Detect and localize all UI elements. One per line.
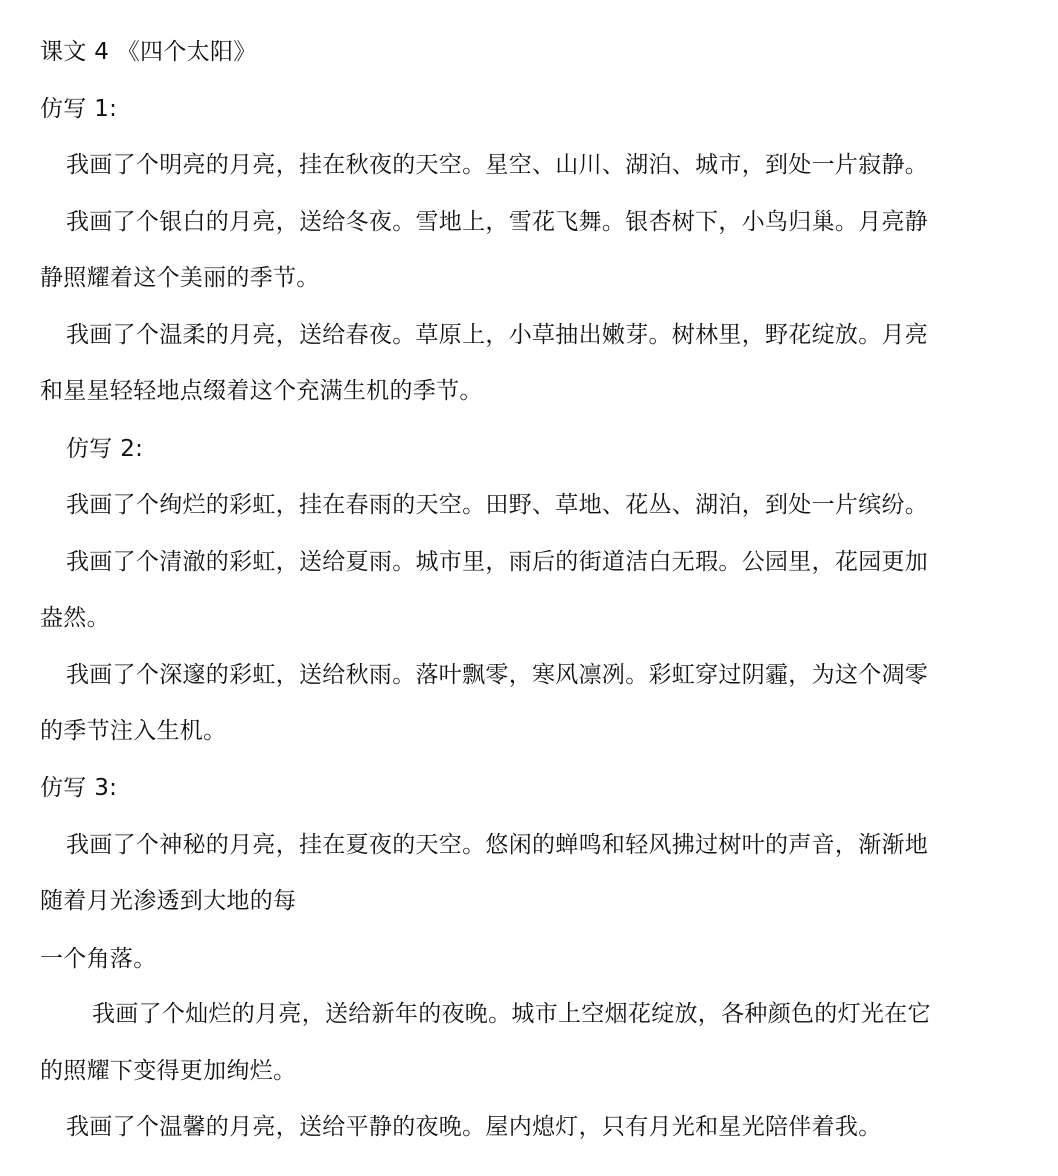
paragraph-line: 我画了个灿烂的月亮，送给新年的夜晚。城市上空烟花绽放，各种颜色的灯光在它 <box>92 1001 931 1027</box>
section-heading-2: 仿写 2: <box>66 436 144 462</box>
section-heading-3: 仿写 3: <box>40 775 118 801</box>
paragraph-line: 我画了个明亮的月亮，挂在秋夜的天空。星空、山川、湖泊、城市，到处一片寂静。 <box>66 152 929 178</box>
paragraph-line: 我画了个神秘的月亮，挂在夏夜的天空。悠闲的蝉鸣和轻风拂过树叶的声音，渐渐地 <box>66 832 929 858</box>
section-heading-1: 仿写 1: <box>40 96 118 122</box>
paragraph-line: 我画了个温柔的月亮，送给春夜。草原上，小草抽出嫩芽。树林里，野花绽放。月亮 <box>66 322 929 348</box>
paragraph-line: 随着月光渗透到大地的每 <box>40 888 297 914</box>
paragraph-line: 我画了个绚烂的彩虹，挂在春雨的天空。田野、草地、花丛、湖泊，到处一片缤纷。 <box>66 492 929 518</box>
paragraph-line: 我画了个银白的月亮，送给冬夜。雪地上，雪花飞舞。银杏树下，小鸟归巢。月亮静 <box>66 209 929 235</box>
paragraph-line: 的照耀下变得更加绚烂。 <box>40 1058 297 1084</box>
paragraph-line: 我画了个深邃的彩虹，送给秋雨。落叶飘零，寒风凛冽。彩虹穿过阴霾，为这个凋零 <box>66 662 929 688</box>
paragraph-line: 和星星轻轻地点缀着这个充满生机的季节。 <box>40 378 483 404</box>
paragraph-line: 静照耀着这个美丽的季节。 <box>40 265 320 291</box>
paragraph-line: 我画了个清澈的彩虹，送给夏雨。城市里，雨后的街道洁白无瑕。公园里，花园更加 <box>66 549 929 575</box>
paragraph-line: 的季节注入生机。 <box>40 718 227 744</box>
paragraph-line: 一个角落。 <box>40 946 157 972</box>
paragraph-line: 我画了个温馨的月亮，送给平静的夜晚。屋内熄灯，只有月光和星光陪伴着我。 <box>66 1114 882 1140</box>
paragraph-line: 盎然。 <box>40 605 110 631</box>
document-title: 课文 4 《四个太阳》 <box>40 39 257 65</box>
